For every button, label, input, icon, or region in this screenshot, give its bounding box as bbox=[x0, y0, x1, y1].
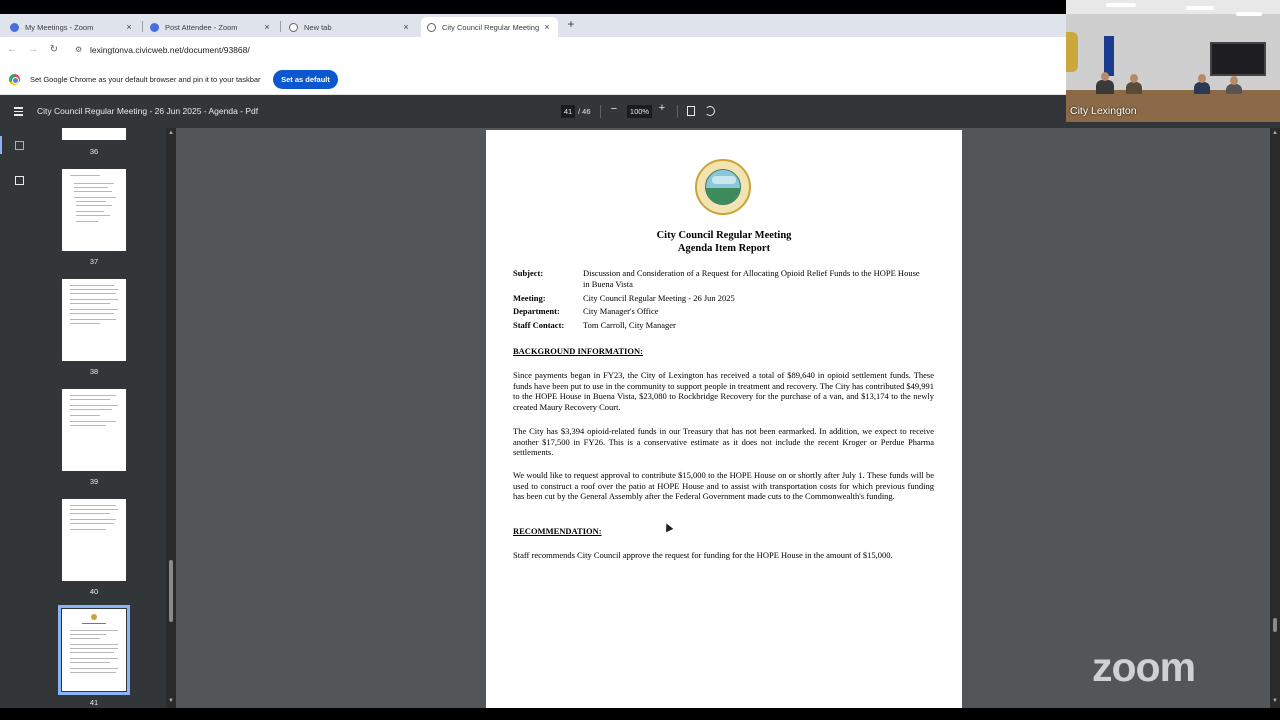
thumbnail-page[interactable] bbox=[62, 128, 126, 140]
back-icon[interactable]: ← bbox=[7, 44, 17, 55]
rotate-icon[interactable] bbox=[705, 106, 715, 116]
reload-icon[interactable]: ↻ bbox=[49, 44, 59, 55]
thumbnail-page-number: 36 bbox=[89, 147, 99, 156]
thumbnail-page[interactable] bbox=[62, 389, 126, 471]
tab-title: City Council Regular Meeting bbox=[442, 22, 540, 32]
fit-page-icon[interactable] bbox=[687, 106, 695, 116]
zoom-in-button[interactable]: + bbox=[658, 102, 666, 114]
recommendation-paragraph: Staff recommends City Council approve the request for funding for the HOPE House in the amount of $15,000. bbox=[513, 550, 893, 560]
staff-contact-value: Tom Carroll, City Manager bbox=[583, 320, 676, 330]
address-bar[interactable]: lexingtonva.civicweb.net/document/93868/ bbox=[90, 45, 250, 55]
thumbnail-scrollbar[interactable]: ▲ ▼ bbox=[166, 128, 176, 708]
pdf-page bbox=[486, 130, 962, 708]
scrollbar-thumb[interactable] bbox=[1273, 618, 1277, 632]
set-as-default-button[interactable]: Set as default bbox=[273, 70, 338, 89]
staff-contact-label: Staff Contact: bbox=[513, 320, 565, 330]
thumbnail-page-number: 40 bbox=[89, 587, 99, 596]
thumbnail-page-selected[interactable] bbox=[62, 609, 126, 691]
thumbnail-page-number: 38 bbox=[89, 367, 99, 376]
close-icon[interactable]: × bbox=[403, 22, 409, 32]
tab-strip bbox=[0, 0, 1066, 37]
page-total: / 46 bbox=[578, 107, 591, 116]
infobar-message: Set Google Chrome as your default browser and pin it to your taskbar bbox=[30, 75, 261, 84]
participant-name: City Lexington bbox=[1070, 105, 1137, 117]
thumbnail-panel bbox=[38, 128, 166, 708]
tab-my-meetings[interactable] bbox=[4, 17, 140, 37]
tab-separator bbox=[142, 21, 143, 32]
meeting-value: City Council Regular Meeting - 26 Jun 2025 bbox=[583, 293, 735, 303]
city-seal-logo bbox=[695, 159, 751, 215]
browser-toolbar bbox=[0, 37, 1066, 65]
meeting-label: Meeting: bbox=[513, 293, 546, 303]
chrome-logo-icon bbox=[9, 74, 20, 85]
thumbnail-page[interactable] bbox=[62, 499, 126, 581]
outline-icon[interactable] bbox=[15, 176, 24, 185]
department-value: City Manager's Office bbox=[583, 306, 659, 316]
background-paragraph: Since payments began in FY23, the City of Lexington has received a total of $89,640 in opioid settlement funds. These funds have been put to use in the community to support people in treatment and recovery. The City has contributed $49,991 to the HOPE House in Buena Vista, $23,080 to Rockbridge Recovery for the purchase of a van, and $13,174 to the newly created Maury Recovery Court. bbox=[513, 370, 934, 412]
close-icon[interactable]: × bbox=[544, 22, 550, 32]
department-label: Department: bbox=[513, 306, 560, 316]
thumbnail-page[interactable] bbox=[62, 169, 126, 251]
subject-value: Discussion and Consideration of a Request for Allocating Opioid Relief Funds to the HOPE House in Buena Vista bbox=[583, 268, 920, 289]
tab-separator bbox=[280, 21, 281, 32]
tab-title: New tab bbox=[304, 22, 332, 32]
close-icon[interactable]: × bbox=[264, 22, 270, 32]
zoom-icon bbox=[150, 23, 159, 32]
close-icon[interactable]: × bbox=[126, 22, 132, 32]
tab-city-council[interactable] bbox=[421, 17, 558, 37]
toolbar-divider bbox=[677, 105, 678, 118]
page-number-input[interactable]: 41 bbox=[561, 105, 575, 118]
toolbar-divider bbox=[600, 105, 601, 118]
thumbnail-page-number: 37 bbox=[89, 257, 99, 266]
bottom-edge bbox=[0, 708, 1280, 720]
background-paragraph: The City has $3,394 opioid-related funds in our Treasury that has not been earmarked. In addition, we expect to receive another $17,500 in FY26. This is a conservative estimate as it does not include the recent Kroger or Perdue Pharma settlements. bbox=[513, 426, 934, 458]
zoom-level-input[interactable]: 100% bbox=[627, 105, 652, 118]
menu-icon[interactable] bbox=[14, 107, 23, 116]
thumbnail-page[interactable] bbox=[62, 279, 126, 361]
recommendation-heading: RECOMMENDATION: bbox=[513, 526, 602, 536]
document-title: City Council Regular Meeting - 26 Jun 2025 - Agenda - Pdf bbox=[37, 106, 259, 116]
tab-new-tab[interactable] bbox=[283, 17, 417, 37]
video-monitor bbox=[1210, 42, 1266, 76]
pdf-sidebar-rail bbox=[0, 128, 38, 708]
tab-post-attendee[interactable] bbox=[144, 17, 278, 37]
forward-icon[interactable]: → bbox=[28, 44, 38, 55]
site-info-icon[interactable]: ⚙ bbox=[75, 45, 83, 54]
report-heading: City Council Regular Meeting bbox=[656, 230, 792, 241]
tab-title: My Meetings - Zoom bbox=[25, 22, 94, 32]
zoom-out-button[interactable]: − bbox=[610, 103, 618, 115]
background-paragraph: We would like to request approval to contribute $15,000 to the HOPE House on or shortly after July 1. These funds will be used to construct a roof over the patio at HOPE House and to assist with transportation costs for which previous funding has been cut by the General Assembly after the Federal Government made cuts to the Commonwealth's funding. bbox=[513, 470, 934, 502]
thumbnails-icon[interactable] bbox=[15, 141, 24, 150]
globe-icon bbox=[289, 23, 298, 32]
new-tab-button[interactable]: + bbox=[567, 17, 575, 31]
tab-title: Post Attendee - Zoom bbox=[165, 22, 238, 32]
scrollbar-thumb[interactable] bbox=[169, 560, 173, 622]
thumbnail-page-number: 41 bbox=[89, 698, 99, 707]
globe-icon bbox=[427, 23, 436, 32]
background-heading: BACKGROUND INFORMATION: bbox=[513, 346, 643, 356]
report-subheading: Agenda Item Report bbox=[677, 243, 771, 254]
zoom-icon bbox=[10, 23, 19, 32]
tab-strip-top bbox=[0, 0, 1066, 14]
zoom-watermark-logo: zoom bbox=[1092, 644, 1196, 690]
zoom-video-tile[interactable] bbox=[1066, 0, 1280, 122]
subject-label: Subject: bbox=[513, 268, 544, 278]
document-scrollbar[interactable]: ▲ ▼ bbox=[1270, 128, 1280, 708]
default-browser-infobar bbox=[0, 65, 1066, 95]
active-indicator bbox=[0, 136, 2, 154]
thumbnail-page-number: 39 bbox=[89, 477, 99, 486]
